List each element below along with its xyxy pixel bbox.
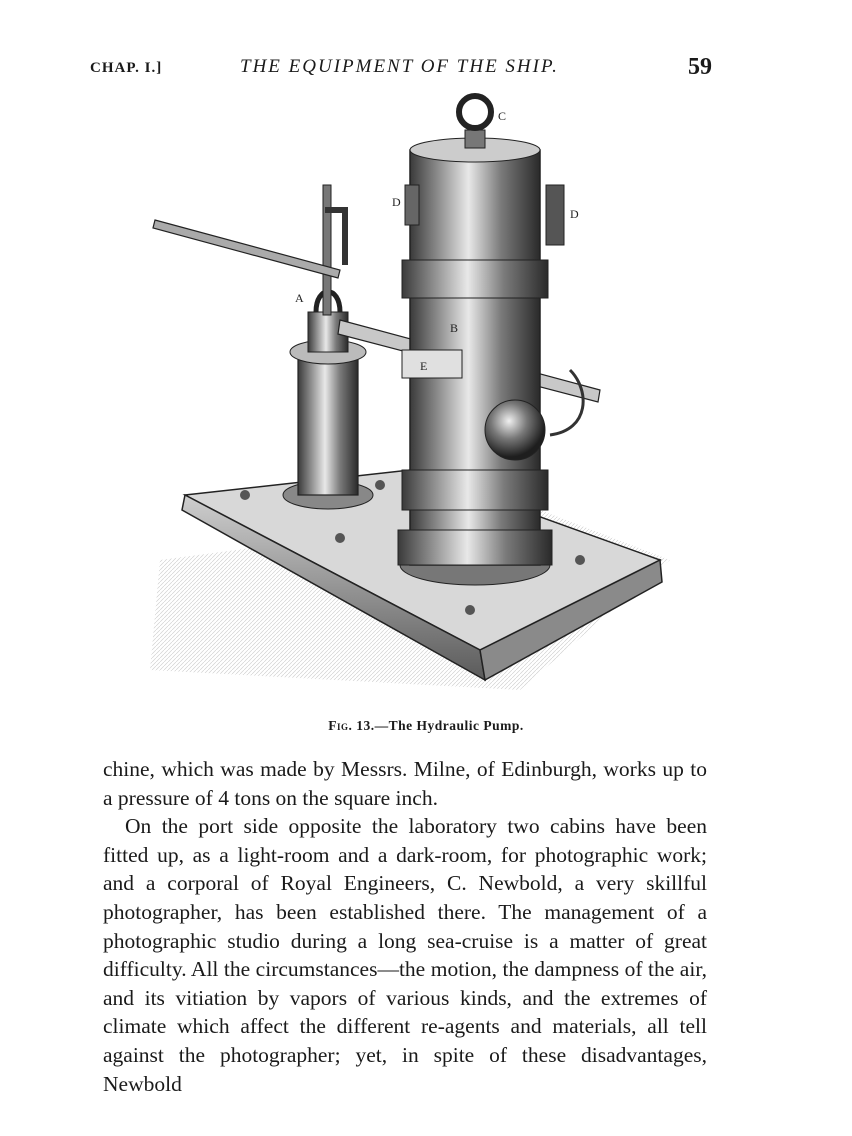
small-cylinder (283, 185, 373, 509)
paragraph-2: On the port side opposite the laboratory two cabins have been fitted up, as a light-room and a dark-room, for photographic work; and a corporal of Royal Engineers, C. Newbold, a very skillful photographer, has been established there. The management of a photographic studio during a long sea-cruise is a matter of great difficulty. All the circumstances—the motion, the dampness of the air, and its vitiation by vapors of various kinds, and the extremes of climate which affect the different re-agents and materials, all tell against the photographer; yet, in spite of these disadvantages, Newbold (103, 814, 707, 1096)
figure-caption (0, 718, 852, 734)
hydraulic-pump-illustration (140, 90, 680, 710)
paragraph-1: chine, which was made by Messrs. Milne, of Edinburgh, works up to a pressure of 4 tons on the square inch. (103, 757, 707, 810)
body-text (103, 755, 707, 1098)
running-title: THE EQUIPMENT OF THE SHIP. (240, 56, 559, 77)
label-e: E (420, 359, 428, 373)
label-c: C (498, 109, 507, 123)
label-d-right: D (570, 207, 579, 221)
caption-text: —The Hydraulic Pump. (374, 718, 524, 733)
label-d-left: D (392, 195, 401, 209)
large-cylinder (398, 96, 564, 585)
caption-figure-number: Fig. 13. (328, 718, 375, 733)
page-number: 59 (688, 54, 712, 80)
label-a: A (295, 291, 304, 305)
running-header (90, 54, 712, 88)
label-b: B (450, 321, 459, 335)
chapter-marker: CHAP. I.] (90, 60, 163, 76)
